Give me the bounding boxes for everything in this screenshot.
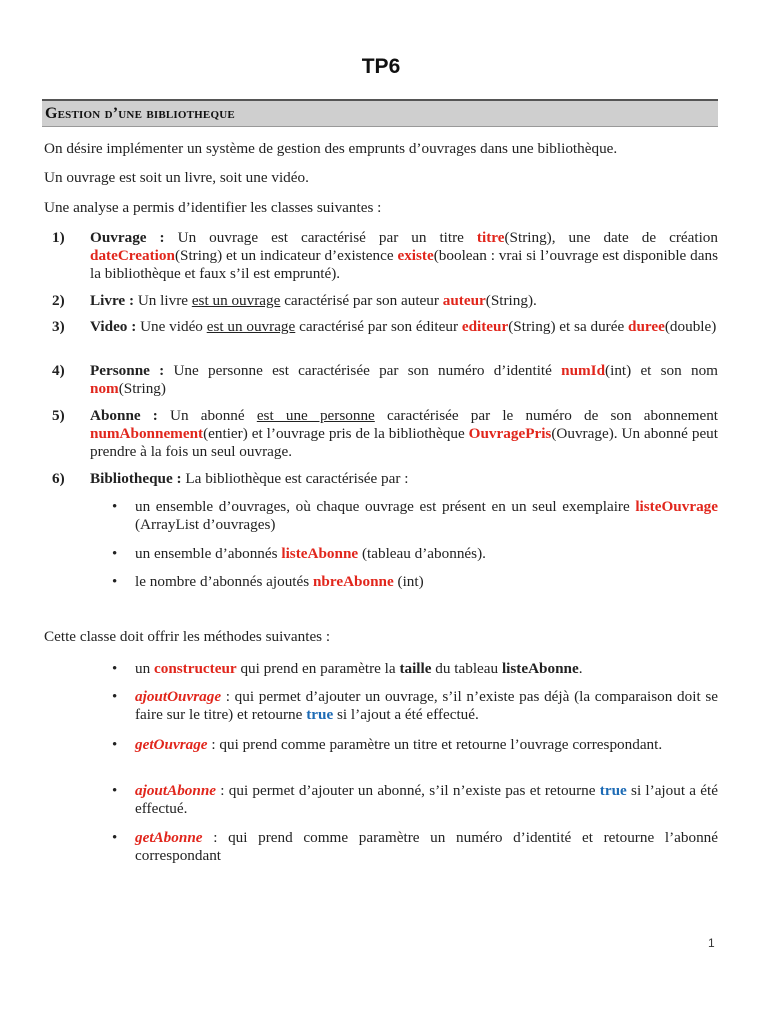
method-item-ajoutabonne — [112, 782, 718, 818]
item-body — [135, 688, 718, 724]
text: (String), une date de création — [504, 229, 718, 246]
item-body — [135, 660, 718, 678]
intro-paragraph-3: Une analyse a permis d’identifier les classes suivantes : — [44, 199, 382, 216]
text: (int) — [393, 573, 424, 590]
attribute-keyword: titre — [476, 229, 505, 246]
text: caractérisée par le numéro de son abonnement — [374, 407, 719, 424]
attribute-keyword: numId — [561, 362, 606, 379]
text: (int) et son nom — [605, 362, 718, 379]
text: (boolean : vrai si l’ouvrage est disponible dans la bibliothèque et faux s’il est emprunté). — [90, 247, 718, 282]
item-body — [135, 829, 718, 865]
attribute-item-listeouvrage — [112, 498, 718, 534]
item-body — [135, 736, 718, 754]
text: (Ouvrage). Un abonné peut prendre à la fois un seul ouvrage. — [90, 425, 718, 460]
text: (String) et sa durée — [508, 318, 629, 335]
item-number: 6) — [52, 470, 65, 487]
text: un ensemble d’ouvrages, où chaque ouvrage est présent en un seul exemplaire — [135, 498, 636, 515]
attribute-keyword: listeOuvrage — [635, 498, 718, 515]
item-number: 1) — [52, 229, 65, 246]
class-name: Livre : — [90, 292, 135, 309]
bullet-icon: • — [112, 661, 118, 677]
class-name: Ouvrage : — [90, 229, 165, 246]
bold-term: taille — [399, 660, 432, 677]
bullet-icon: • — [112, 546, 118, 562]
text: un ensemble d’abonnés — [135, 545, 282, 562]
method-keyword: constructeur — [153, 660, 237, 677]
item-body — [135, 498, 718, 534]
text: La bibliothèque est caractérisée par : — [181, 470, 409, 487]
text: caractérisé par son éditeur — [295, 318, 462, 335]
return-value-keyword: true — [306, 706, 334, 723]
attribute-item-listeabonne — [112, 545, 718, 563]
text: . — [578, 660, 583, 677]
method-keyword: ajoutAbonne — [135, 782, 217, 799]
item-number: 3) — [52, 318, 65, 335]
bold-term: listeAbonne — [501, 660, 579, 677]
text: un — [135, 660, 154, 677]
underlined-text: est un ouvrage — [206, 318, 296, 335]
item-body — [90, 229, 718, 283]
method-item-ajoutouvrage — [112, 688, 718, 724]
text: (tableau d’abonnés). — [358, 545, 486, 562]
class-item-video — [52, 318, 718, 336]
item-body — [90, 318, 718, 336]
text: du tableau — [431, 660, 502, 677]
attribute-keyword: editeur — [461, 318, 509, 335]
item-body — [90, 470, 718, 488]
return-value-keyword: true — [599, 782, 627, 799]
text: : qui prend comme paramètre un numéro d’identité et retourne l’abonné correspondant — [135, 829, 718, 864]
text: : qui prend comme paramètre un titre et retourne l’ouvrage correspondant. — [207, 736, 663, 753]
class-name: Abonne : — [90, 407, 158, 424]
section-title: Gestion d’une bibliotheque — [45, 105, 235, 122]
method-keyword: getAbonne — [135, 829, 203, 846]
class-name: Personne : — [90, 362, 165, 379]
item-number: 5) — [52, 407, 65, 424]
bullet-icon: • — [112, 783, 118, 799]
bullet-icon: • — [112, 574, 118, 590]
class-item-personne — [52, 362, 718, 398]
bullet-icon: • — [112, 689, 118, 705]
text: (entier) et l’ouvrage pris de la bibliothèque — [203, 425, 469, 442]
section-header-bar — [42, 99, 718, 127]
attribute-keyword: dateCreation — [90, 247, 175, 264]
attribute-keyword: nbreAbonne — [312, 573, 394, 590]
underlined-text: est une personne — [256, 407, 375, 424]
attribute-keyword: numAbonnement — [90, 425, 204, 442]
class-item-abonne — [52, 407, 718, 461]
item-body — [135, 573, 718, 591]
method-item-getabonne — [112, 829, 718, 865]
document-title: TP6 — [361, 55, 401, 78]
text: si l’ajout a été effectué. — [135, 782, 718, 817]
text: Un ouvrage est caractérisé par un titre — [164, 229, 477, 246]
bullet-icon: • — [112, 499, 118, 515]
intro-paragraph-2: Un ouvrage est soit un livre, soit une vidéo. — [44, 169, 309, 186]
item-body — [135, 545, 718, 563]
method-item-constructeur — [112, 660, 718, 678]
attribute-keyword: OuvragePris — [468, 425, 552, 442]
item-number: 4) — [52, 362, 65, 379]
text: : qui permet d’ajouter un ouvrage, s’il n’existe pas déjà (la comparaison doit se faire sur le titre) et retourne — [135, 688, 718, 723]
text: Une personne est caractérisée par son numéro d’identité — [164, 362, 562, 379]
bullet-icon: • — [112, 737, 118, 753]
class-name: Video : — [90, 318, 137, 335]
bullet-icon: • — [112, 830, 118, 846]
text: (ArrayList d’ouvrages) — [135, 516, 276, 533]
text: qui prend en paramètre la — [236, 660, 400, 677]
text: le nombre d’abonnés ajoutés — [135, 573, 313, 590]
method-keyword: ajoutOuvrage — [135, 688, 222, 705]
text: Un livre — [134, 292, 192, 309]
attribute-keyword: listeAbonne — [281, 545, 359, 562]
text: (String) — [118, 380, 166, 397]
text: (String). — [485, 292, 537, 309]
intro-paragraph-1: On désire implémenter un système de gestion des emprunts d’ouvrages dans une bibliothèque. — [44, 140, 618, 157]
method-keyword: getOuvrage — [135, 736, 208, 753]
item-body — [90, 292, 718, 310]
item-body — [90, 362, 718, 398]
item-body — [90, 407, 718, 461]
item-number: 2) — [52, 292, 65, 309]
attribute-keyword: duree — [628, 318, 665, 335]
class-name: Bibliotheque : — [90, 470, 182, 487]
class-item-ouvrage — [52, 229, 718, 283]
attribute-keyword: auteur — [442, 292, 486, 309]
text: : qui permet d’ajouter un abonné, s’il n’existe pas et retourne — [216, 782, 600, 799]
page-number: 1 — [708, 936, 715, 950]
text: (double) — [664, 318, 717, 335]
text: caractérisé par son auteur — [280, 292, 443, 309]
method-item-getouvrage — [112, 736, 718, 754]
text: Un abonné — [157, 407, 257, 424]
class-item-livre — [52, 292, 718, 310]
class-item-bibliotheque — [52, 470, 718, 488]
text: si l’ajout a été effectué. — [333, 706, 479, 723]
text: Une vidéo — [136, 318, 207, 335]
text: (String) et un indicateur d’existence — [174, 247, 398, 264]
methods-heading: Cette classe doit offrir les méthodes suivantes : — [44, 628, 331, 645]
attribute-keyword: nom — [90, 380, 119, 397]
underlined-text: est un ouvrage — [191, 292, 281, 309]
attribute-keyword: existe — [397, 247, 434, 264]
attribute-item-nbreabonne — [112, 573, 718, 591]
item-body — [135, 782, 718, 818]
